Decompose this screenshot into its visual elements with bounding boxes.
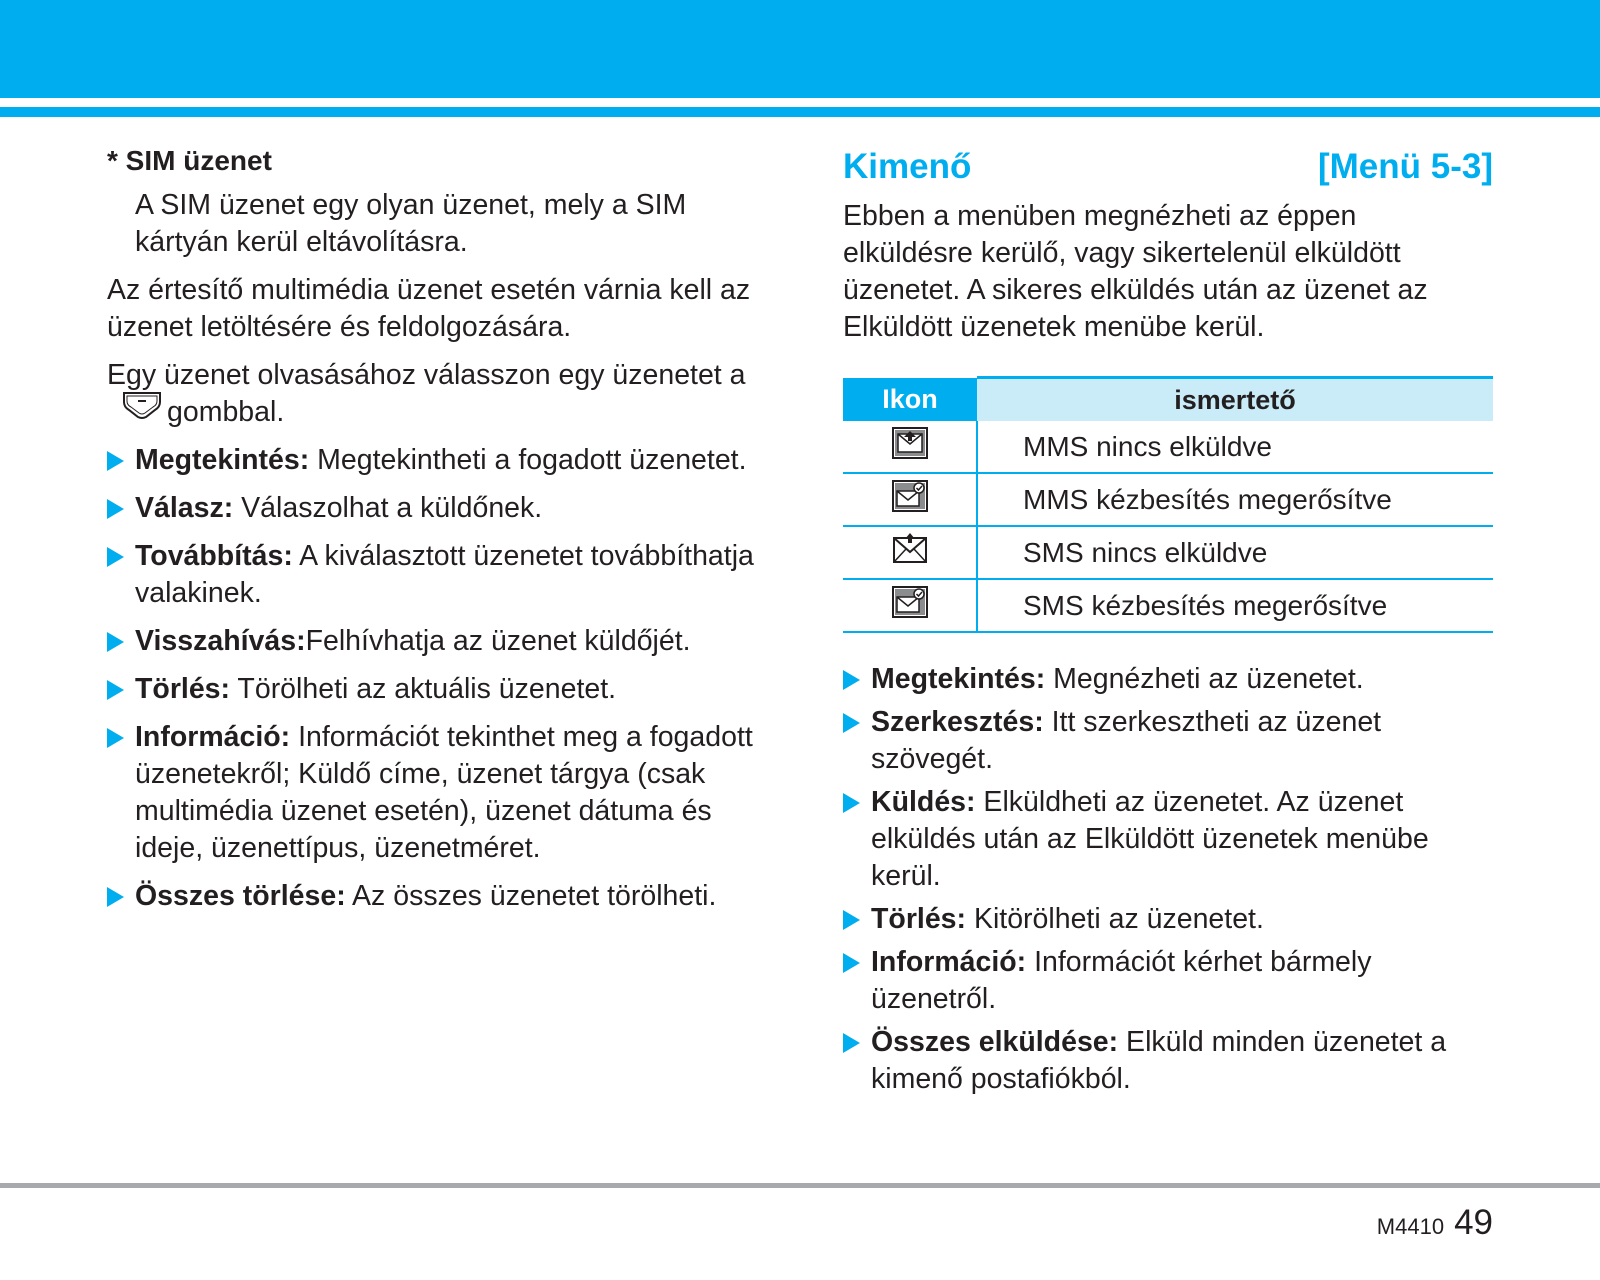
bullet-arrow-icon	[843, 910, 860, 930]
list-item: Válasz: Válaszolhat a küldőnek.	[107, 490, 767, 527]
read-message-paragraph	[107, 357, 767, 431]
header-rule	[0, 107, 1600, 117]
mms-delivery-confirmed-icon	[891, 488, 929, 519]
list-item: Információ: Információt tekinthet meg a fogadott üzenetekről; Küldő címe, üzenet tárgya (csak multimédia üzenet esetén), üzenet dátuma és ideje, üzenettípus, üzenetméret.	[107, 719, 767, 867]
footer-rule	[0, 1183, 1600, 1188]
sms-delivery-confirmed-icon	[891, 594, 929, 625]
bullet-arrow-icon	[843, 953, 860, 973]
table-row	[843, 526, 1493, 579]
table-row	[843, 421, 1493, 473]
page-footer	[1377, 1203, 1493, 1243]
page-number: 49	[1454, 1203, 1493, 1242]
header-band	[0, 0, 1600, 98]
list-item: Küldés: Elküldheti az üzenetet. Az üzenet elküldés után az Elküldött üzenetek menübe kerül.	[843, 784, 1493, 895]
model-number: M4410	[1376, 1214, 1445, 1239]
list-item: Információ: Információt kérhet bármely üzenetről.	[843, 944, 1493, 1018]
right-option-list	[843, 661, 1493, 1098]
bullet-arrow-icon	[843, 1033, 860, 1053]
sim-message-heading: * SIM üzenet	[107, 145, 272, 176]
bullet-arrow-icon	[843, 793, 860, 813]
table-row	[843, 579, 1493, 632]
outbox-title: Kimenő	[843, 147, 972, 186]
section-title	[843, 142, 1493, 194]
mms-unsent-icon	[891, 435, 929, 466]
list-item: Törlés: Kitörölheti az üzenetet.	[843, 901, 1493, 938]
bullet-arrow-icon	[107, 499, 124, 519]
table-row	[843, 473, 1493, 526]
read-message-text: Egy üzenet olvasásához válasszon egy üzenetet a	[107, 359, 746, 391]
list-item: Visszahívás:Felhívhatja az üzenet küldőjét.	[107, 623, 767, 660]
bullet-arrow-icon	[107, 451, 124, 471]
bullet-arrow-icon	[107, 547, 124, 567]
bullet-arrow-icon	[107, 680, 124, 700]
table-header-row	[843, 378, 1493, 422]
notification-paragraph: Az értesítő multimédia üzenet esetén várnia kell az üzenet letöltésére és feldolgozására.	[107, 274, 751, 343]
icon-description: SMS kézbesítés megerősítve	[977, 579, 1493, 632]
bullet-arrow-icon	[107, 887, 124, 907]
soft-key-icon	[121, 390, 163, 430]
icon-description: MMS nincs elküldve	[977, 421, 1493, 473]
list-item: Megtekintés: Megtekintheti a fogadott üzenetet.	[107, 442, 767, 479]
bullet-arrow-icon	[843, 713, 860, 733]
bullet-arrow-icon	[107, 728, 124, 748]
list-item: Összes elküldése: Elküld minden üzenetet a kimenő postafiókból.	[843, 1024, 1493, 1098]
menu-number: [Menü 5-3]	[1318, 147, 1493, 186]
outbox-intro: Ebben a menüben megnézheti az éppen elküldésre kerülő, vagy sikertelenül elküldött üzenetet. A sikeres elküldés után az üzenet az Elküldött üzenetek menübe kerül.	[843, 200, 1428, 343]
icon-description: SMS nincs elküldve	[977, 526, 1493, 579]
right-column	[843, 142, 1493, 1104]
list-item: Törlés: Törölheti az aktuális üzenetet.	[107, 671, 767, 708]
column-header-description: ismertető	[977, 378, 1493, 422]
list-item: Szerkesztés: Itt szerkesztheti az üzenet szövegét.	[843, 704, 1493, 778]
sim-message-text: A SIM üzenet egy olyan üzenet, mely a SIM kártyán kerül eltávolításra.	[135, 189, 687, 258]
read-message-text-end: gombbal.	[167, 396, 285, 428]
bullet-arrow-icon	[107, 632, 124, 652]
sms-unsent-icon	[891, 541, 929, 572]
list-item: Összes törlése: Az összes üzenetet törölheti.	[107, 878, 767, 915]
left-column	[107, 142, 767, 926]
list-item: Továbbítás: A kiválasztott üzenetet továbbíthatja valakinek.	[107, 538, 767, 612]
icon-table	[843, 376, 1493, 633]
bullet-arrow-icon	[843, 670, 860, 690]
icon-description: MMS kézbesítés megerősítve	[977, 473, 1493, 526]
column-header-icon: Ikon	[843, 378, 977, 422]
left-option-list	[107, 442, 767, 915]
list-item: Megtekintés: Megnézheti az üzenetet.	[843, 661, 1493, 698]
